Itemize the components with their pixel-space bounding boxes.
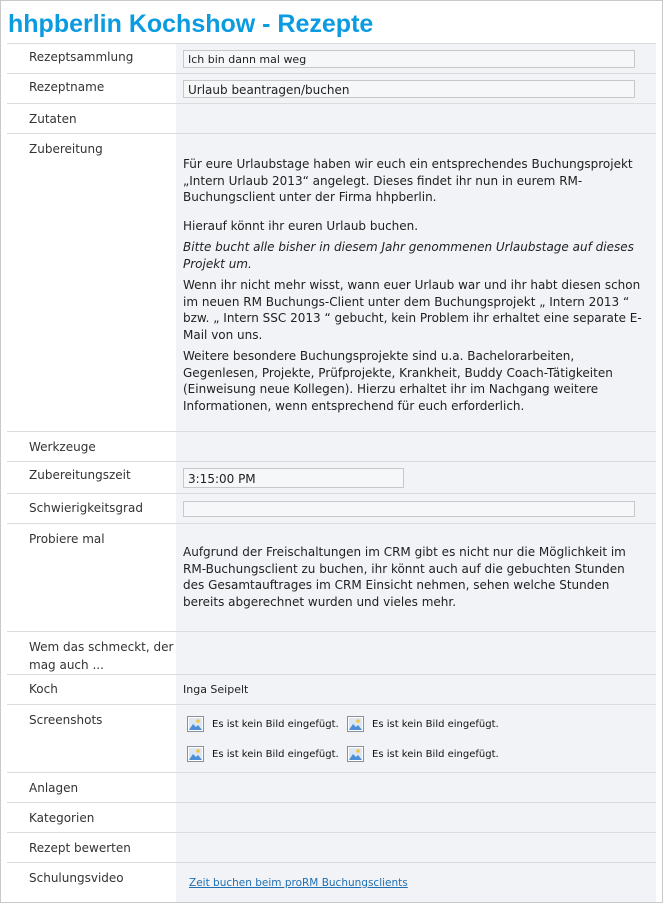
row-koch xyxy=(7,674,656,705)
label-zubereitung: Zubereitung xyxy=(29,142,103,156)
broken-image-icon xyxy=(347,746,364,762)
rezept-bewerten-value[interactable] xyxy=(176,833,656,863)
zubereitung-paragraph: Wenn ihr nicht mehr wisst, wann euer Urlaub war und ihr habt diesen schon im neuen RM Buchungs-Client unter dem Buchungsprojekt „ Intern 2013 “ bzw. „ Intern SSC 2013 “ gebucht, kein Problem ihr erhaltet eine separate E-Mail von uns. xyxy=(183,278,642,342)
screenshot-placeholder[interactable] xyxy=(347,716,499,732)
row-zutaten xyxy=(7,103,656,134)
screenshot-alt-text: Es ist kein Bild eingefügt. xyxy=(372,719,499,730)
screenshot-alt-text: Es ist kein Bild eingefügt. xyxy=(212,719,339,730)
zubereitungszeit-field[interactable]: 3:15:00 PM xyxy=(183,468,404,488)
label-wem-das-schmeckt: Wem das schmeckt, der mag auch ... xyxy=(29,640,174,672)
zubereitung-paragraph: Hierauf könnt ihr euren Urlaub buchen. xyxy=(183,218,419,233)
label-rezept-bewerten: Rezept bewerten xyxy=(29,841,131,855)
row-rezeptsammlung xyxy=(7,43,656,74)
row-kategorien xyxy=(7,802,656,833)
label-kategorien: Kategorien xyxy=(29,811,95,825)
broken-image-icon xyxy=(187,746,204,762)
kategorien-value[interactable] xyxy=(176,803,656,833)
row-schwierigkeitsgrad xyxy=(7,493,656,524)
screenshot-alt-text: Es ist kein Bild eingefügt. xyxy=(372,749,499,760)
label-anlagen: Anlagen xyxy=(29,781,79,795)
row-werkzeuge xyxy=(7,431,656,462)
screenshot-placeholder[interactable] xyxy=(187,716,339,732)
label-zubereitungszeit: Zubereitungszeit xyxy=(29,468,131,482)
schwierigkeitsgrad-field[interactable] xyxy=(183,501,635,517)
label-schulungsvideo: Schulungsvideo xyxy=(29,871,124,885)
screenshot-alt-text: Es ist kein Bild eingefügt. xyxy=(212,749,339,760)
rezeptname-field[interactable]: Urlaub beantragen/buchen xyxy=(183,80,635,98)
row-screenshots xyxy=(7,704,656,773)
probiere-mal-value[interactable] xyxy=(176,524,656,632)
broken-image-icon xyxy=(187,716,204,732)
label-rezeptsammlung: Rezeptsammlung xyxy=(29,50,134,64)
label-zutaten: Zutaten xyxy=(29,112,77,126)
row-schulungsvideo xyxy=(7,862,656,903)
zutaten-value[interactable] xyxy=(176,104,656,134)
row-probiere-mal xyxy=(7,523,656,632)
label-screenshots: Screenshots xyxy=(29,713,103,727)
schulungsvideo-link[interactable]: Zeit buchen beim proRM Buchungsclients xyxy=(189,877,408,889)
zubereitung-value[interactable] xyxy=(176,134,656,432)
zubereitung-paragraph: Bitte bucht alle bisher in diesem Jahr genommenen Urlaubstage auf dieses Projekt um. xyxy=(183,240,634,271)
row-zubereitung xyxy=(7,133,656,432)
zubereitung-paragraph: Für eure Urlaubstage haben wir euch ein entsprechendes Buchungsprojekt „Intern Urlaub 2013“ angelegt. Dieses findet ihr nun in eurem RM-Buchungsclient unter der Firma hhpberlin. xyxy=(183,157,633,204)
wem-das-schmeckt-value[interactable] xyxy=(176,632,656,675)
rezeptsammlung-field[interactable]: Ich bin dann mal weg xyxy=(183,50,635,68)
werkzeuge-value[interactable] xyxy=(176,432,656,462)
label-werkzeuge: Werkzeuge xyxy=(29,440,96,454)
label-probiere-mal: Probiere mal xyxy=(29,532,105,546)
row-rezeptname xyxy=(7,73,656,104)
koch-value[interactable]: Inga Seipelt xyxy=(183,683,249,696)
zubereitung-paragraph: Weitere besondere Buchungsprojekte sind u.a. Bachelorarbeiten, Gegenlesen, Projekte, Prüfprojekte, Krankheit, Buddy Coach-Tätigkeiten (Einweisung neue Kollegen). Hierzu erhaltet ihr im Nachgang weitere Informationen, wenn entsprechend für euch erforderlich. xyxy=(183,349,613,413)
row-rezept-bewerten xyxy=(7,832,656,863)
label-schwierigkeitsgrad: Schwierigkeitsgrad xyxy=(29,501,143,515)
row-zubereitungszeit xyxy=(7,461,656,494)
probiere-mal-text: Aufgrund der Freischaltungen im CRM gibt es nicht nur die Möglichkeit im RM-Buchungsclient zu buchen, ihr könnt auch auf die gebuchten Stunden des Gesamtauftrages im CRM Einsicht nehmen, sehen welche Stunden bereits abgerechnet wurden und vieles mehr. xyxy=(183,545,626,609)
row-anlagen xyxy=(7,772,656,803)
label-koch: Koch xyxy=(29,682,58,696)
broken-image-icon xyxy=(347,716,364,732)
label-rezeptname: Rezeptname xyxy=(29,80,105,94)
row-wem-das-schmeckt xyxy=(7,631,656,675)
screenshot-placeholder[interactable] xyxy=(347,746,499,762)
screenshot-placeholder[interactable] xyxy=(187,746,339,762)
anlagen-value[interactable] xyxy=(176,773,656,803)
page-title: hhpberlin Kochshow - Rezepte xyxy=(8,10,374,38)
